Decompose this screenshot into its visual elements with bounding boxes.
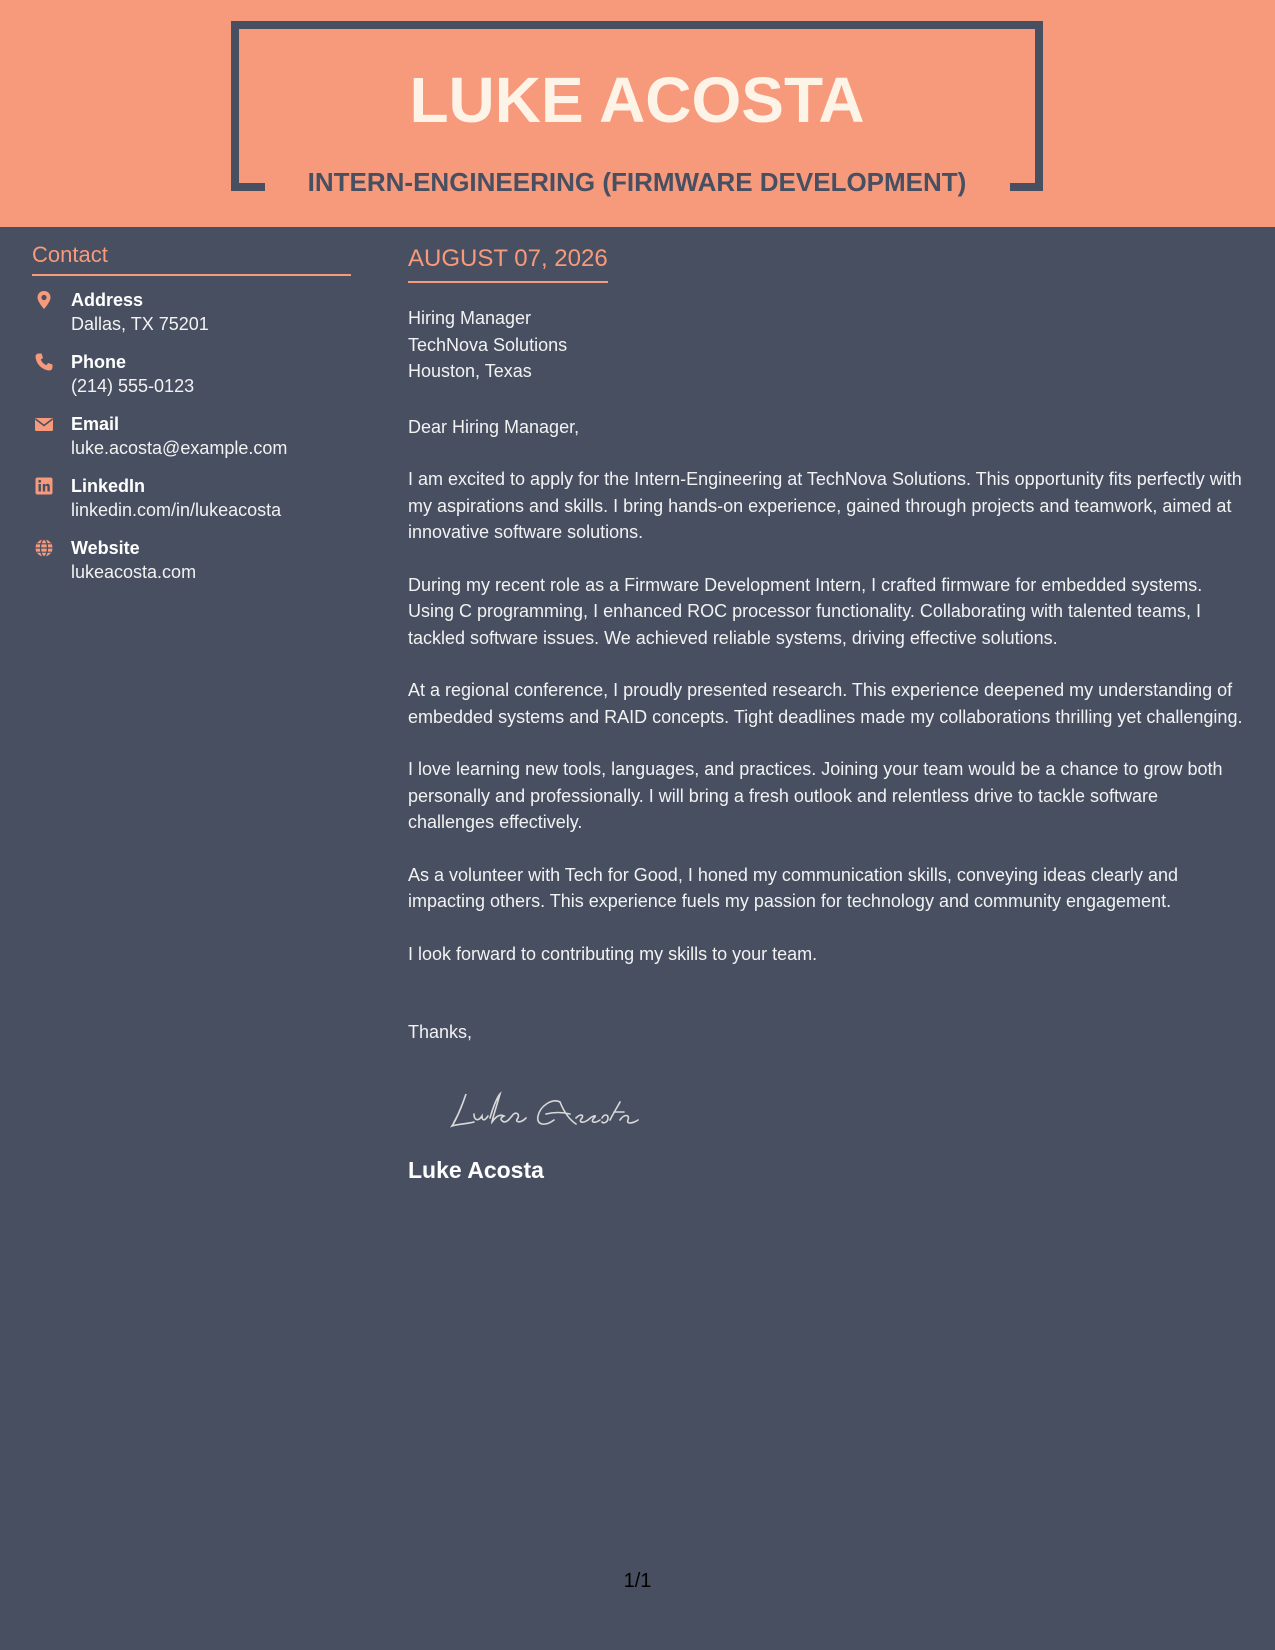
contact-label: Address (71, 290, 144, 310)
signature-image (442, 1084, 662, 1136)
letter-body (408, 243, 1248, 1185)
letter-paragraph: As a volunteer with Tech for Good, I honed my communication skills, conveying ideas clearly and impacting others. This experience fuels my passion for technology and community engagement. (408, 864, 1179, 911)
letter-paragraph: During my recent role as a Firmware Development Intern, I crafted firmware for embedded systems. Using C programming, I enhanced ROC processor functionality. Collaborating with talented teams, I tackled software issues. We achieved reliable systems, driving effective solutions. (408, 574, 1203, 648)
recipient-line: Houston, Texas (408, 361, 532, 381)
contact-label: Phone (71, 352, 127, 372)
job-title: INTERN-ENGINEERING (FIRMWARE DEVELOPMENT) (307, 167, 967, 197)
contact-item-website (32, 536, 351, 584)
contact-sidebar (32, 240, 351, 598)
contact-label: LinkedIn (71, 476, 146, 496)
contact-value: Dallas, TX 75201 (71, 314, 209, 334)
closing: Thanks, (408, 1022, 473, 1042)
map-pin-icon (34, 290, 54, 310)
contact-value: luke.acosta@example.com (71, 438, 288, 458)
recipient-block (408, 305, 1248, 385)
letter-paragraph: I am excited to apply for the Intern-Engineering at TechNova Solutions. This opportunity fits perfectly with my aspirations and skills. I bring hands-on experience, gained through projects and teamwork, aimed at innovative software solutions. (408, 469, 1242, 542)
applicant-name: LUKE ACOSTA (409, 64, 865, 136)
contact-item-phone (32, 350, 351, 398)
page-number: 1/1 (623, 1570, 652, 1592)
contact-value: linkedin.com/in/lukeacosta (71, 500, 282, 520)
phone-icon (34, 352, 54, 372)
contact-label: Website (71, 538, 140, 558)
contact-value: lukeacosta.com (71, 562, 197, 582)
letter-paragraph: At a regional conference, I proudly presented research. This experience deepened my understanding of embedded systems and RAID concepts. Tight deadlines made my collaborations thrilling yet challenging. (408, 680, 1243, 727)
linkedin-icon (34, 476, 54, 496)
contact-label: Email (71, 414, 120, 434)
signer-name: Luke Acosta (408, 1156, 544, 1183)
recipient-line: TechNova Solutions (408, 334, 568, 355)
contact-item-linkedin (32, 474, 351, 522)
letter-paragraph: I look forward to contributing my skills to your team. (408, 943, 818, 964)
letter-date: AUGUST 07, 2026 (408, 243, 608, 283)
letter-paragraph: I love learning new tools, languages, and practices. Joining your team would be a chance to grow both personally and professionally. I will bring a fresh outlook and relentless drive to tackle software challenges effectively. (408, 759, 1223, 832)
contact-heading: Contact (32, 240, 351, 276)
envelope-icon (34, 414, 54, 434)
contact-item-email (32, 412, 351, 460)
header-banner (0, 0, 1275, 227)
recipient-line: Hiring Manager (408, 308, 532, 328)
contact-item-address (32, 288, 351, 336)
globe-icon (34, 538, 54, 558)
contact-value: (214) 555-0123 (71, 376, 195, 396)
salutation: Dear Hiring Manager, (408, 416, 580, 437)
